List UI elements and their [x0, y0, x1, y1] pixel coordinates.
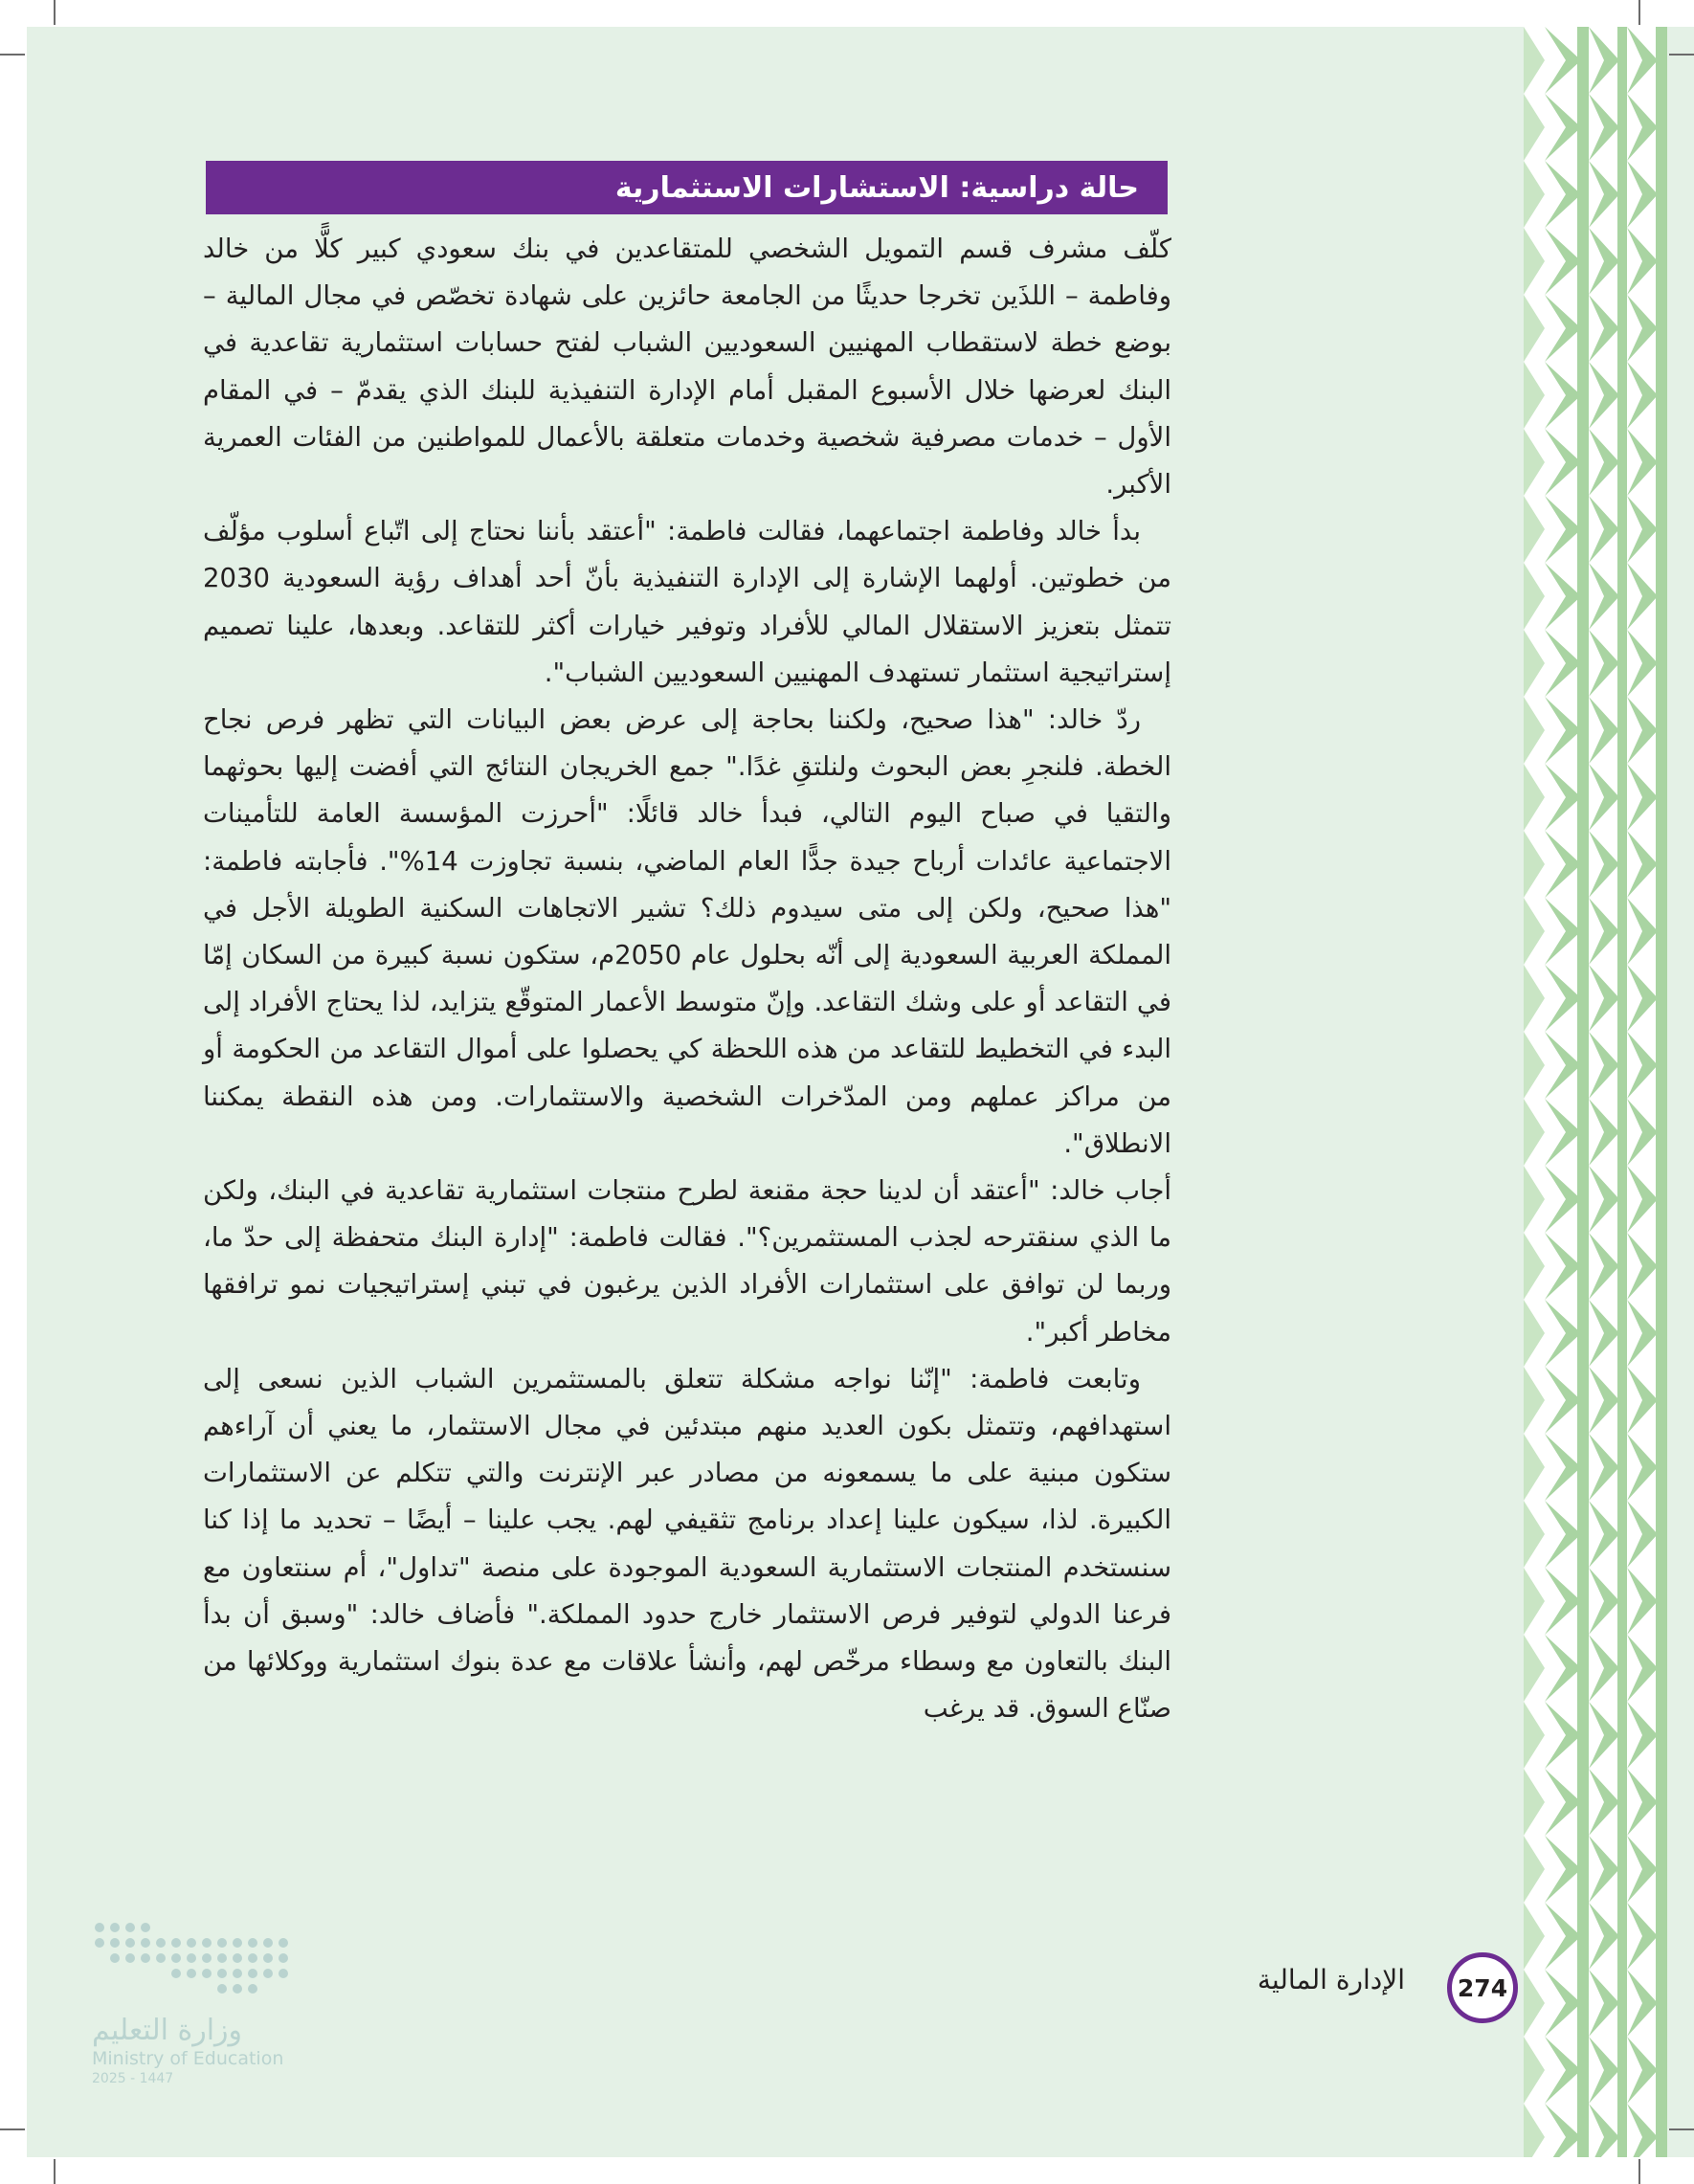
- top-margin: [0, 0, 1694, 27]
- paragraph: أجاب خالد: "أعتقد أن لدينا حجة مقنعة لطرح منتجات استثمارية تقاعدية في البنك، ولكن ما الذي سنقترحه لجذب المستثمرين؟". فقالت فاطمة: "إدارة البنك متحفظة إلى حدّ ما، وربما لن توافق على استثمارات الأفراد الذين يرغبون في تبني إستراتيجيات نمو ترافقها مخاطر أكبر".: [203, 1175, 1171, 1348]
- bottom-margin: [0, 2157, 1694, 2184]
- logo-english-name: Ministry of Education: [92, 2048, 284, 2069]
- case-study-body: [203, 226, 1171, 1733]
- paragraph: وتابعت فاطمة: "إنّنا نواجه مشكلة تتعلق بالمستثمرين الشباب الذين نسعى إلى استهدافهم، وتتمثل بكون العديد منهم مبتدئين في مجال الاستثمار، ما يعني أن آراءهم ستكون مبنية على ما يسمعونه من مصادر عبر الإنترنت والتي تتكلم عن الاستثمارات الكبيرة. لذا، سيكون علينا إعداد برنامج تثقيفي لهم. يجب علينا – أيضًا – تحديد ما إذا كنا سنستخدم المنتجات الاستثمارية السعودية الموجودة على منصة "تداول"، أم سنتعاون مع فرعنا الدولي لتوفير فرص الاستثمار خارج حدود المملكة." فأضاف خالد: "وسبق أن بدأ البنك بالتعاون مع وسطاء مرخّص لهم، وأنشأ علاقات مع عدة بنوك استثمارية ووكلائها من صنّاع السوق. قد يرغب: [203, 1363, 1171, 1725]
- page-number: 274: [1457, 1973, 1508, 2002]
- crop-mark: [1638, 0, 1640, 25]
- crop-mark: [1669, 2128, 1694, 2130]
- crop-mark: [54, 0, 56, 25]
- crop-mark: [1638, 2159, 1640, 2184]
- crop-mark: [54, 2159, 56, 2184]
- decorative-side-pattern: [1524, 27, 1667, 2157]
- page-number-badge: [1447, 1952, 1518, 2023]
- logo-year: 2025 - 1447: [92, 2071, 174, 2086]
- paragraph: بدأ خالد وفاطمة اجتماعهما، فقالت فاطمة: "أعتقد بأننا نحتاج إلى اتّباع أسلوب مؤلّف من خطوتين. أولهما الإشارة إلى الإدارة التنفيذية بأنّ أحد أهداف رؤية السعودية 2030 تتمثل بتعزيز الاستقلال المالي للأفراد وتوفير خيارات أكثر للتقاعد. وبعدها، علينا تصميم إستراتيجية استثمار تستهدف المهنيين السعوديين الشباب".: [203, 516, 1171, 688]
- paragraph: كلّف مشرف قسم التمويل الشخصي للمتقاعدين في بنك سعودي كبير كلًّا من خالد وفاطمة – اللذَين تخرجا حديثًا من الجامعة حائزين على شهادة تخصّص في مجال المالية – بوضع خطة لاستقطاب المهنيين السعوديين الشباب لفتح حسابات استثمارية تقاعدية في البنك لعرضها خلال الأسبوع المقبل أمام الإدارة التنفيذية للبنك الذي يقدمّ – في المقام الأول – خدمات مصرفية شخصية وخدمات متعلقة بالأعمال للمواطنين من الفئات العمرية الأكبر.: [203, 234, 1171, 501]
- left-margin: [0, 0, 27, 2184]
- crop-mark: [0, 54, 25, 56]
- crop-mark: [1669, 54, 1694, 56]
- crop-mark: [0, 2128, 25, 2130]
- logo-dots-icon: [92, 1918, 302, 2010]
- logo-arabic-name: وزارة التعليم: [92, 2014, 243, 2047]
- paragraph: ردّ خالد: "هذا صحيح، ولكننا بحاجة إلى عرض بعض البيانات التي تظهر فرص نجاح الخطة. فلنجرِ بعض البحوث ولنلتقِ غدًا." جمع الخريجان النتائج التي أفضت إليها بحوثهما والتقيا في صباح اليوم التالي، فبدأ خالد قائلًا: "أحرزت المؤسسة العامة للتأمينات الاجتماعية عائدات أرباح جيدة جدًّا العام الماضي، بنسبة تجاوزت 14%". فأجابته فاطمة: "هذا صحيح، ولكن إلى متى سيدوم ذلك؟ تشير الاتجاهات السكنية الطويلة الأجل في المملكة العربية السعودية إلى أنّه بحلول عام 2050م، ستكون نسبة كبيرة من السكان إمّا في التقاعد أو على وشك التقاعد. وإنّ متوسط الأعمار المتوقّع يتزايد، لذا يحتاج الأفراد إلى البدء في التخطيط للتقاعد من هذه اللحظة كي يحصلوا على أموال التقاعد من الحكومة أو من مراكز عملهم ومن المدّخرات الشخصية والاستثمارات. ومن هذه النقطة يمكننا الانطلاق".: [203, 704, 1172, 1159]
- ministry-of-education-logo: [92, 1918, 312, 2090]
- case-study-title: حالة دراسية: الاستشارات الاستثمارية: [614, 170, 1139, 205]
- case-study-title-bar: [206, 161, 1168, 214]
- chapter-title: الإدارة المالية: [1257, 1964, 1405, 1995]
